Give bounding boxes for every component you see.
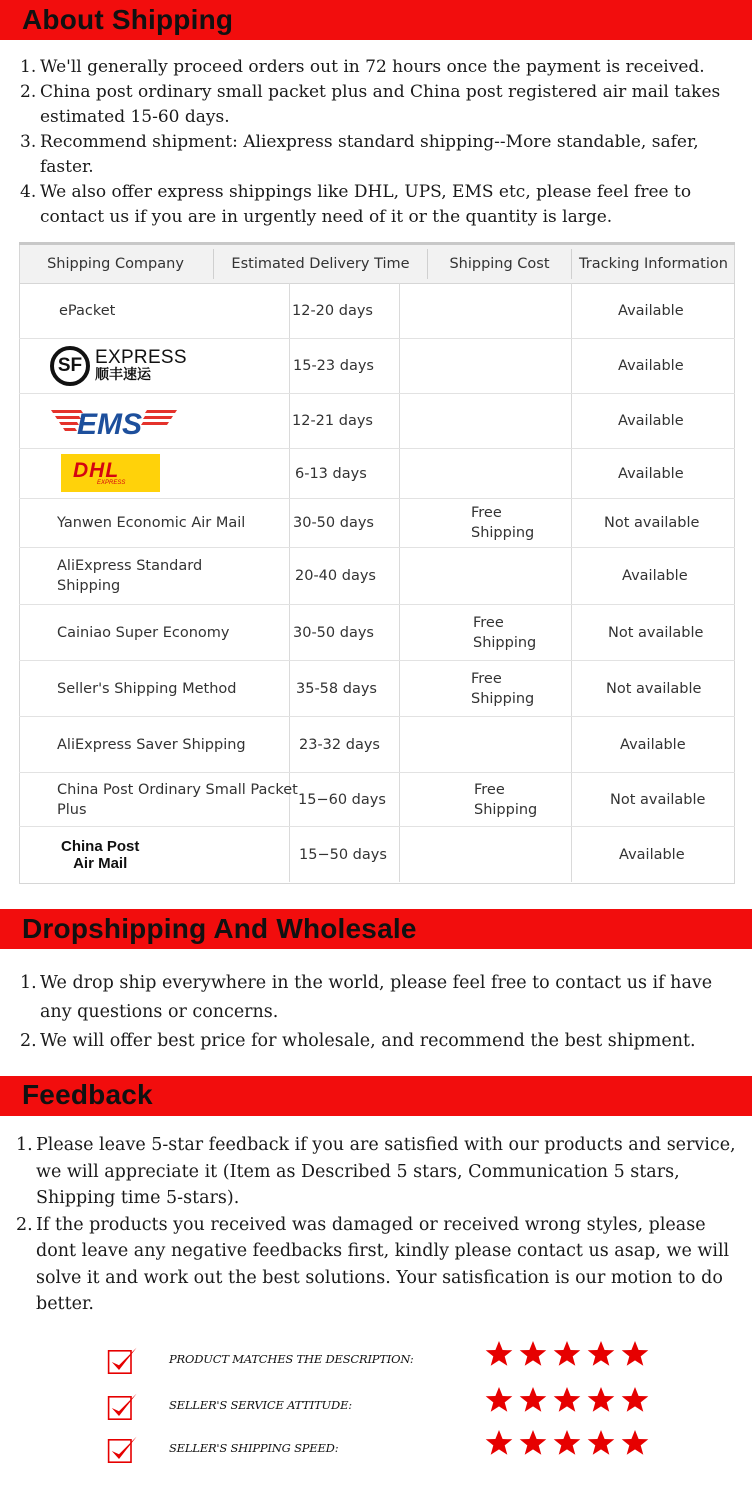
shipping-notes-list — [20, 55, 735, 230]
sf-logo-cn: 顺丰速运 — [95, 366, 151, 382]
list-item: 2. China post ordinary small packet plus and China post registered air mail takes estimated 15-60 days. — [20, 82, 721, 127]
checkbox-checked-icon — [107, 1435, 139, 1467]
star-icon — [553, 1340, 581, 1368]
tracking-status: Available — [619, 846, 685, 863]
tracking-status: Available — [618, 413, 684, 429]
ems-logo-text: EMS — [77, 408, 143, 438]
delivery-time: 20-40 days — [295, 568, 376, 584]
table-row — [19, 661, 735, 717]
company-name: China Post Ordinary Small Packet — [57, 781, 298, 798]
rating-row — [107, 1429, 647, 1469]
shipping-cost: Shipping — [473, 634, 537, 651]
table-row — [19, 717, 735, 773]
tracking-status: Available — [622, 568, 688, 584]
tracking-status: Available — [618, 302, 684, 319]
star-icon — [485, 1340, 513, 1368]
rating-label: PRODUCT MATCHES THE DESCRIPTION: — [169, 1352, 414, 1366]
tracking-status: Not available — [608, 624, 704, 641]
star-icon — [587, 1340, 615, 1368]
company-name: Plus — [57, 801, 87, 818]
shipping-cost: Free — [471, 505, 502, 521]
feedback-title: Feedback — [22, 1079, 153, 1110]
rating-label: SELLER'S SHIPPING SPEED: — [169, 1441, 339, 1455]
star-icon — [553, 1429, 581, 1457]
shipping-cost: Shipping — [471, 690, 535, 707]
company-name: ePacket — [59, 302, 116, 319]
star-icon — [519, 1386, 547, 1414]
list-item: 1. We'll generally proceed orders out in 72 hours once the payment is received. — [20, 57, 705, 77]
about-shipping-title: About Shipping — [22, 4, 234, 35]
feedback-notes-list — [16, 1132, 738, 1318]
rating-row — [107, 1340, 647, 1380]
shipping-cost: Shipping — [471, 525, 535, 541]
company-name: Cainiao Super Economy — [57, 624, 230, 641]
delivery-time: 30-50 days — [293, 515, 374, 531]
dhl-logo-text: DHL — [73, 459, 120, 482]
table-row — [19, 283, 735, 339]
delivery-time: 15−50 days — [299, 846, 387, 863]
shipping-cost: Shipping — [474, 801, 538, 818]
rating-row — [107, 1386, 647, 1426]
about-shipping-banner — [0, 0, 752, 40]
header-tracking: Tracking Information — [579, 256, 728, 272]
tracking-status: Not available — [604, 515, 700, 531]
tracking-status: Available — [618, 358, 684, 374]
tracking-status: Available — [618, 465, 684, 482]
list-item: 1. We drop ship everywhere in the world, please feel free to contact us if have any questions or concerns. — [20, 973, 713, 1022]
table-row — [19, 499, 735, 548]
table-row — [19, 548, 735, 605]
dropshipping-title: Dropshipping And Wholesale — [22, 913, 417, 944]
shipping-cost: Free — [474, 781, 505, 798]
rating-label: SELLER'S SERVICE ATTITUDE: — [169, 1398, 352, 1412]
company-name: Air Mail — [73, 854, 128, 872]
sf-icon: SF — [50, 346, 90, 386]
table-row — [19, 773, 735, 827]
star-icon — [519, 1340, 547, 1368]
sf-logo-en: EXPRESS — [95, 347, 187, 368]
star-rating — [485, 1429, 645, 1461]
star-icon — [485, 1429, 513, 1457]
delivery-time: 6-13 days — [295, 465, 367, 482]
delivery-time: 12-21 days — [292, 413, 373, 429]
shipping-cost: Free — [471, 670, 502, 687]
list-item: 2. If the products you received was damaged or received wrong styles, please dont leave any negative feedbacks first, kindly please contact us asap, we will solve it and work out the best solutions. Your satisfication is our motion to do better. — [16, 1214, 730, 1314]
star-rating — [485, 1340, 645, 1372]
star-icon — [621, 1386, 649, 1414]
table-row — [19, 605, 735, 661]
company-name: Seller's Shipping Method — [57, 680, 237, 697]
checkbox-checked-icon — [107, 1346, 139, 1378]
table-row — [19, 339, 735, 394]
feedback-banner — [0, 1076, 752, 1116]
tracking-status: Not available — [606, 680, 702, 697]
tracking-status: Not available — [610, 791, 706, 808]
star-icon — [621, 1429, 649, 1457]
table-header — [19, 245, 735, 284]
dhl-logo — [61, 454, 160, 492]
china-post-logo — [61, 827, 139, 882]
list-item: 3. Recommend shipment: Aliexpress standard shipping--More standable, safer, faster. — [20, 132, 699, 177]
delivery-time: 15−60 days — [298, 791, 386, 808]
header-shipping-company: Shipping Company — [47, 256, 184, 272]
company-name: AliExpress Saver Shipping — [57, 736, 246, 753]
delivery-time: 23-32 days — [299, 736, 380, 753]
table-row — [19, 449, 735, 499]
company-name: China Post — [61, 837, 140, 855]
star-icon — [621, 1340, 649, 1368]
checkbox-checked-icon — [107, 1392, 139, 1424]
shipping-cost: Free — [473, 614, 504, 631]
dropshipping-banner — [0, 909, 752, 949]
tracking-status: Available — [620, 736, 686, 753]
company-name: Yanwen Economic Air Mail — [57, 515, 246, 531]
table-row — [19, 827, 735, 882]
sf-express-logo — [50, 346, 187, 386]
star-icon — [587, 1386, 615, 1414]
star-rating — [485, 1386, 645, 1418]
ems-logo — [51, 404, 177, 438]
shipping-table — [19, 242, 735, 884]
delivery-time: 12-20 days — [292, 302, 373, 319]
delivery-time: 15-23 days — [293, 358, 374, 374]
header-shipping-cost: Shipping Cost — [449, 256, 550, 272]
header-delivery-time: Estimated Delivery Time — [231, 256, 410, 272]
company-name: AliExpress Standard — [57, 558, 203, 574]
star-icon — [485, 1386, 513, 1414]
star-icon — [519, 1429, 547, 1457]
delivery-time: 35-58 days — [296, 680, 377, 697]
table-row — [19, 394, 735, 449]
list-item: 2. We will offer best price for wholesale, and recommend the best shipment. — [20, 1031, 696, 1051]
list-item: 4. We also offer express shippings like DHL, UPS, EMS etc, please feel free to contact us if you are in urgently need of it or the quantity is large. — [20, 182, 692, 227]
delivery-time: 30-50 days — [293, 624, 374, 641]
star-icon — [587, 1429, 615, 1457]
dropship-notes-list — [20, 969, 745, 1056]
company-name: Shipping — [57, 578, 121, 594]
dhl-logo-sub: EXPRESS — [97, 480, 126, 486]
star-icon — [553, 1386, 581, 1414]
list-item: 1. Please leave 5-star feedback if you are satisfied with our products and service, we will appreciate it (Item as Described 5 stars, Communication 5 stars, Shipping time 5-stars). — [16, 1135, 736, 1208]
